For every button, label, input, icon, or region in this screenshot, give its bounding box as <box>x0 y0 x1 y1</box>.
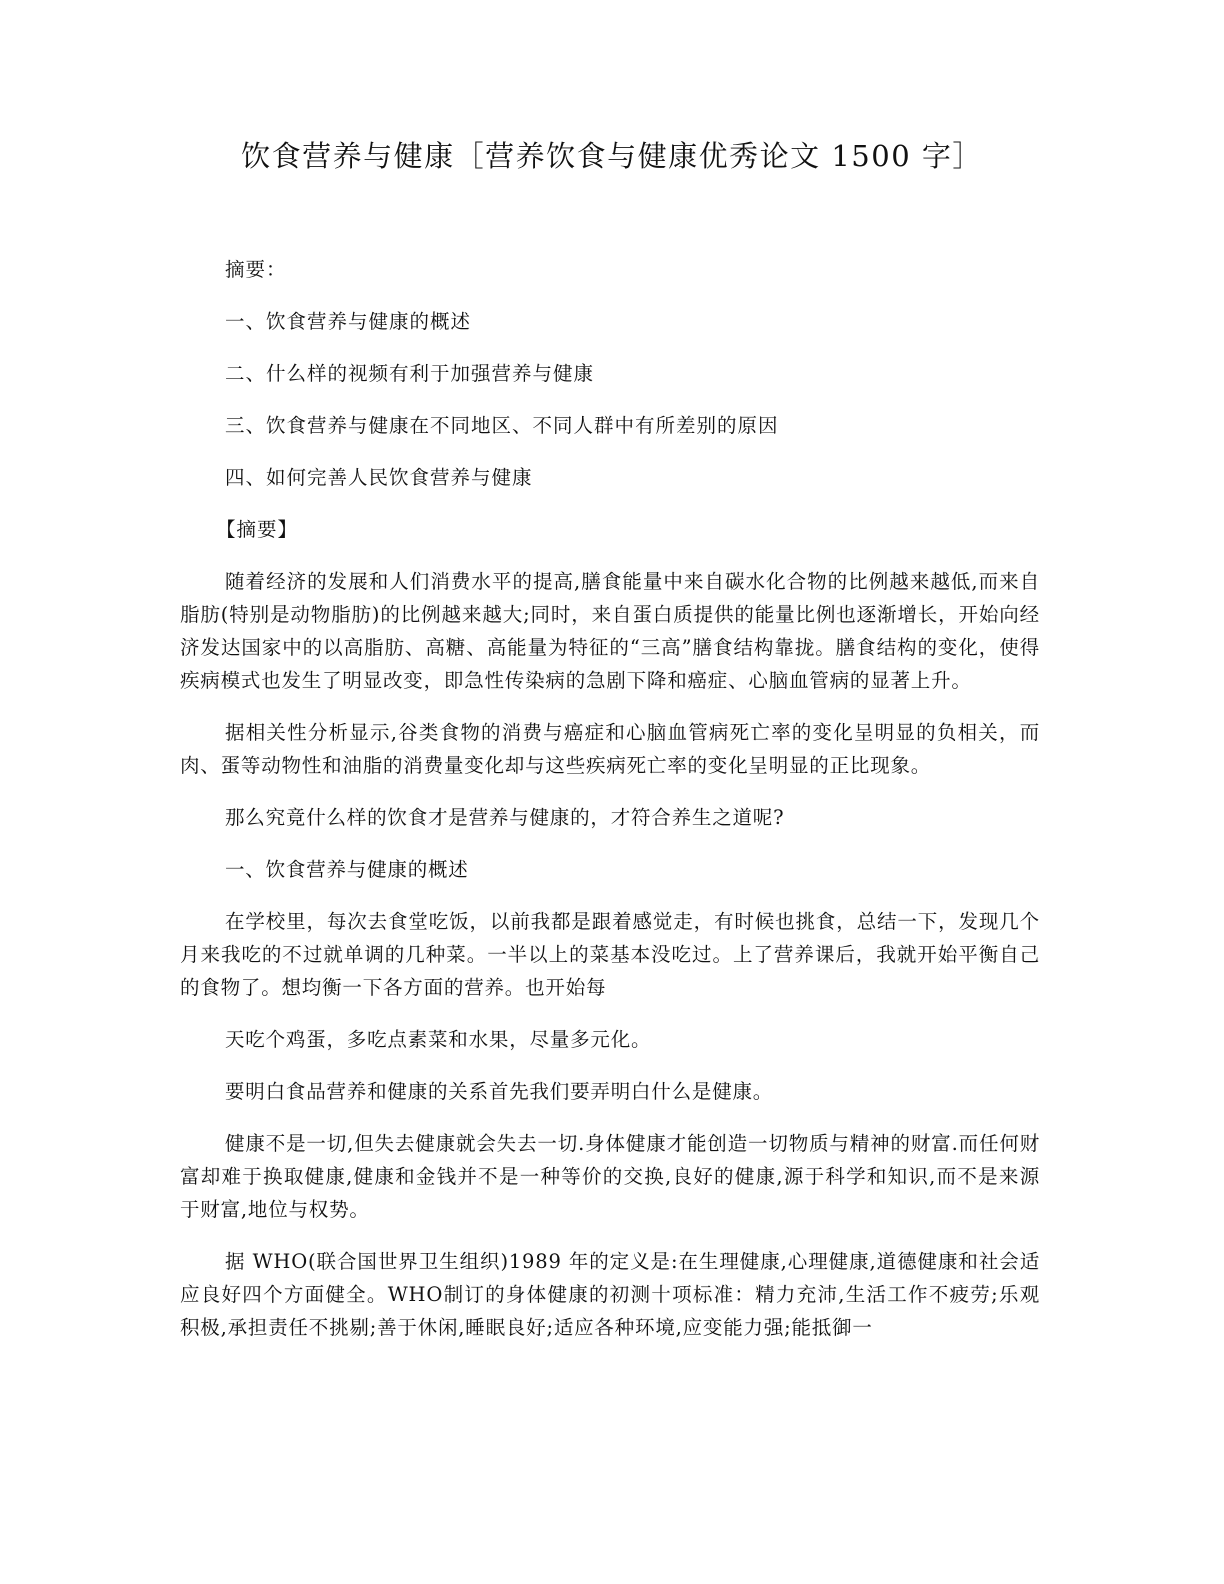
paragraph-diet-change: 随着经济的发展和人们消费水平的提高,膳食能量中来自碳水化合物的比例越来越低,而来自脂肪(特别是动物脂肪)的比例越来越大;同时，来自蛋白质提供的能量比例也逐渐增长，开始向经济发达国家中的以高脂肪、高糖、高能量为特征的“三高”膳食结构靠拢。膳食结构的变化，使得疾病模式也发生了明显改变，即急性传染病的急剧下降和癌症、心脑血管病的显著上升。 <box>180 570 1040 692</box>
paragraph-health-value: 健康不是一切,但失去健康就会失去一切.身体健康才能创造一切物质与精神的财富.而任何财富却难于换取健康,健康和金钱并不是一种等价的交换,良好的健康,源于科学和知识,而不是来源于财富,地位与权势。 <box>180 1132 1040 1221</box>
document-body <box>180 253 1040 1363</box>
paragraph-who-definition: 据 WHO(联合国世界卫生组织)1989 年的定义是:在生理健康,心理健康,道德健康和社会适应良好四个方面健全。WHO制订的身体健康的初测十项标准：精力充沛,生活工作不疲劳;乐观积极,承担责任不挑剔;善于休闲,睡眠良好;适应各种环境,应变能力强;能抵御一 <box>180 1250 1040 1339</box>
toc-item-4: 四、如何完善人民饮食营养与健康 <box>225 466 533 489</box>
paragraph-health-definition-intro: 要明白食品营养和健康的关系首先我们要弄明白什么是健康。 <box>225 1080 774 1103</box>
abstract-label: 摘要： <box>225 258 287 281</box>
paragraph-question: 那么究竟什么样的饮食才是营养与健康的，才符合养生之道呢? <box>225 806 785 829</box>
paragraph-egg: 天吃个鸡蛋，多吃点素菜和水果，尽量多元化。 <box>225 1028 652 1051</box>
section-heading-overview: 一、饮食营养与健康的概述 <box>225 858 469 881</box>
toc-item-3: 三、饮食营养与健康在不同地区、不同人群中有所差别的原因 <box>225 414 779 437</box>
paragraph-correlation: 据相关性分析显示,谷类食物的消费与癌症和心脑血管病死亡率的变化呈明显的负相关，而肉、蛋等动物性和油脂的消费量变化却与这些疾病死亡率的变化呈明显的正比现象。 <box>180 721 1040 777</box>
paragraph-school: 在学校里，每次去食堂吃饭，以前我都是跟着感觉走，有时候也挑食，总结一下，发现几个月来我吃的不过就单调的几种菜。一半以上的菜基本没吃过。上了营养课后，我就开始平衡自己的食物了。想均衡一下各方面的营养。也开始每 <box>180 910 1040 999</box>
toc-item-2: 二、什么样的视频有利于加强营养与健康 <box>225 362 595 385</box>
toc-item-1: 一、饮食营养与健康的概述 <box>225 310 472 333</box>
abstract-heading: 【摘要】 <box>216 518 299 541</box>
document-title: 饮食营养与健康［营养饮食与健康优秀论文 1500 字］ <box>241 139 983 173</box>
